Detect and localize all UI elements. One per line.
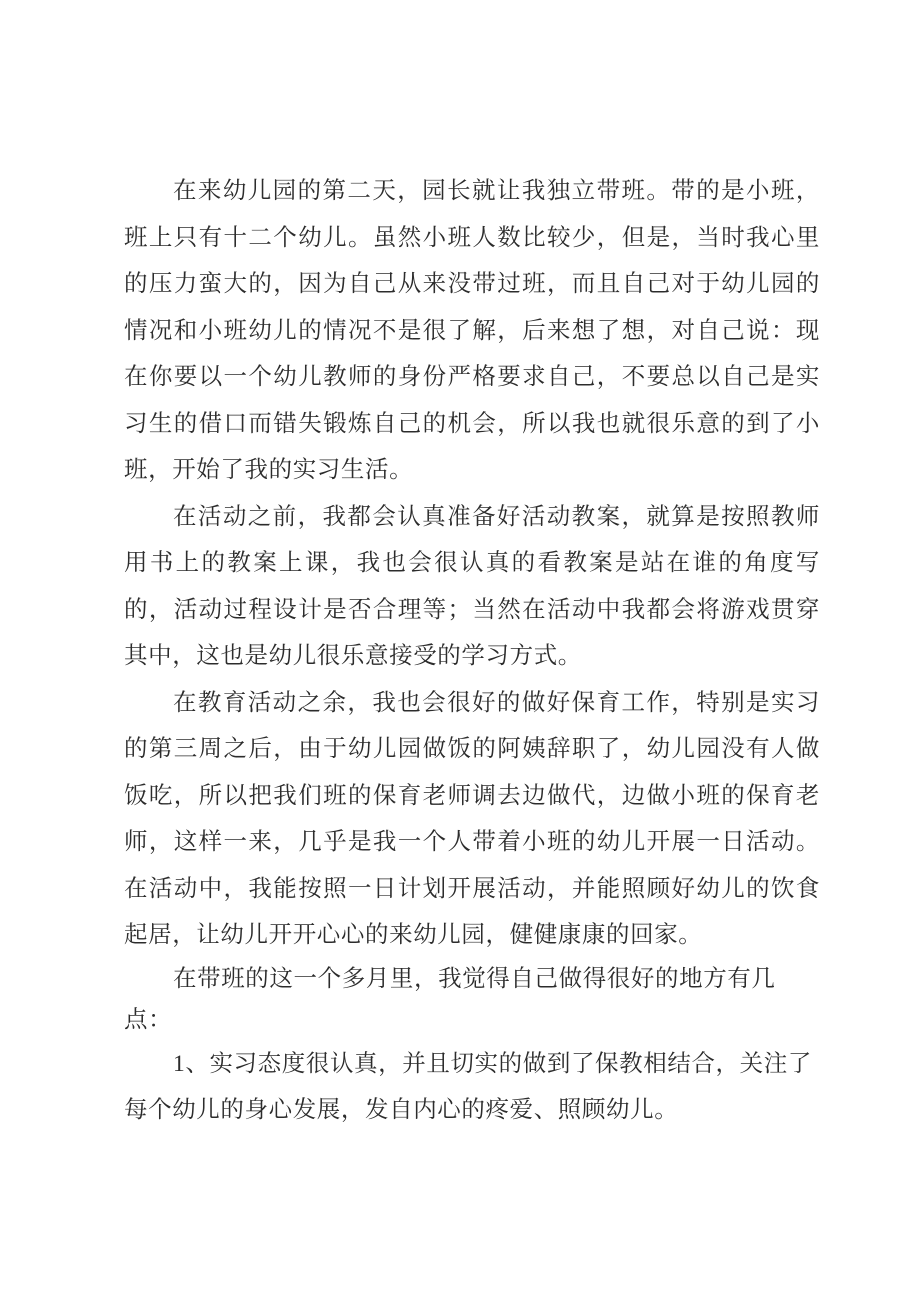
document-text-body xyxy=(124,168,820,1134)
paragraph-1: 在来幼儿园的第二天，园长就让我独立带班。带的是小班，班上只有十二个幼儿。虽然小班人数比较少，但是，当时我心里的压力蛮大的，因为自己从来没带过班，而且自己对于幼儿园的情况和小班幼儿的情况不是很了解，后来想了想，对自己说：现在你要以一个幼儿教师的身份严格要求自己，不要总以自己是实习生的借口而错失锻炼自己的机会，所以我也就很乐意的到了小班，开始了我的实习生活。 xyxy=(124,178,820,483)
paragraph-3: 在教育活动之余，我也会很好的做好保育工作，特别是实习的第三周之后，由于幼儿园做饭的阿姨辞职了，幼儿园没有人做饭吃，所以把我们班的保育老师调去边做代，边做小班的保育老师，这样一来，几乎是我一个人带着小班的幼儿开展一日活动。在活动中，我能按照一日计划开展活动，并能照顾好幼儿的饮食起居，让幼儿开开心心的来幼儿园，健健康康的回家。 xyxy=(124,689,820,948)
paragraph-4-intro-to-list: 在带班的这一个多月里，我觉得自己做得很好的地方有几点： xyxy=(124,965,776,1033)
paragraph-2: 在活动之前，我都会认真准备好活动教案，就算是按照教师用书上的教案上课，我也会很认真的看教案是站在谁的角度写的，活动过程设计是否合理等；当然在活动中我都会将游戏贯穿其中，这也是幼儿很乐意接受的学习方式。 xyxy=(124,503,820,669)
list-item-1: 1、实习态度很认真，并且切实的做到了保教相结合，关注了每个幼儿的身心发展，发自内心的疼爱、照顾幼儿。 xyxy=(124,1050,812,1123)
